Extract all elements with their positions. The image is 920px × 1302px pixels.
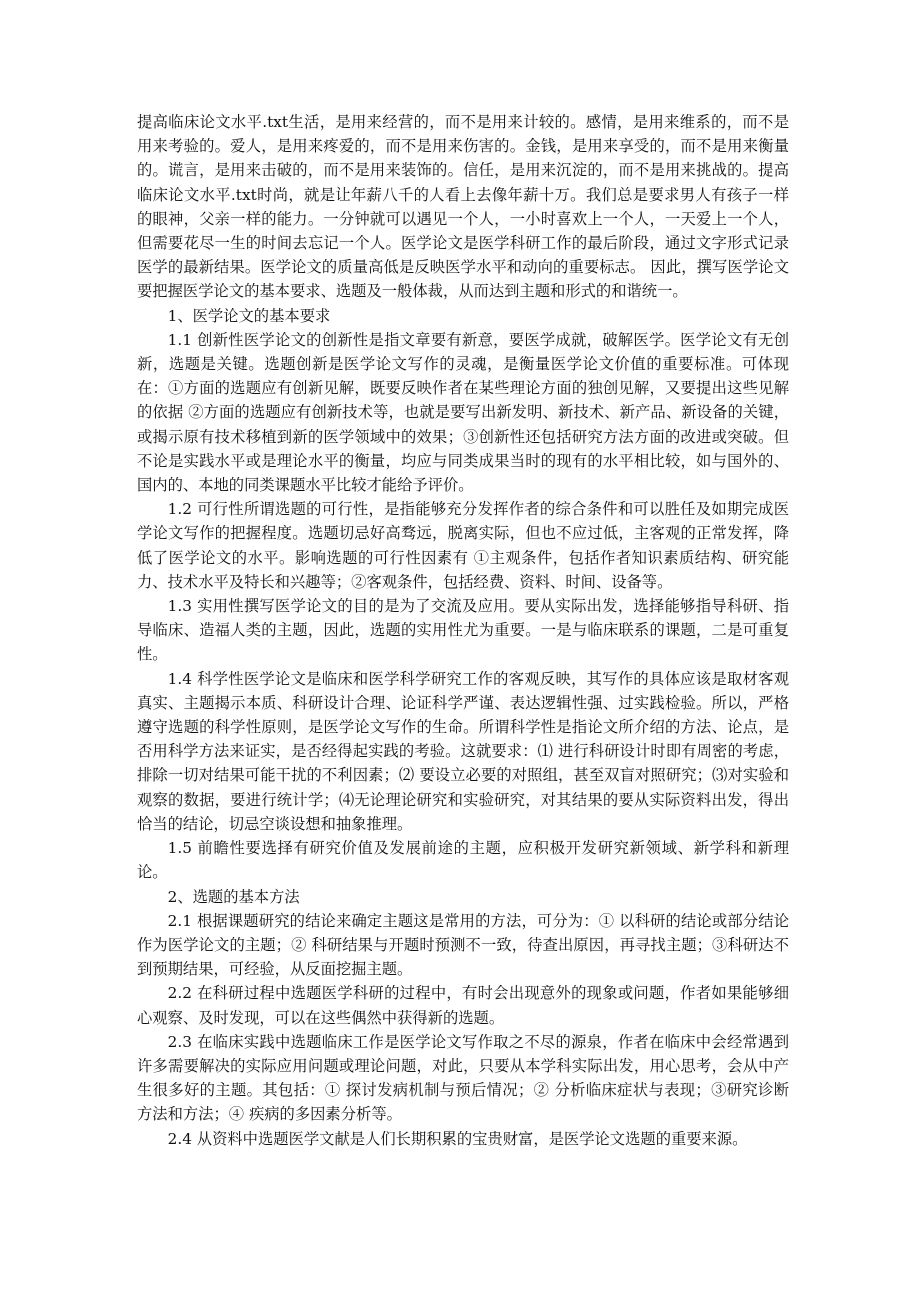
document-body <box>137 110 789 1151</box>
paragraph-2-3: 2.3 在临床实践中选题临床工作是医学论文写作取之不尽的源泉，作者在临床中会经常遇到许多需要解决的实际应用问题或理论问题，对此，只要从本学科实际出发，用心思考，会从中产生很多好的主题。其包括：① 探讨发病机制与预后情况；② 分析临床症状与表现；③研究诊断方法和方法；④ 疾病的多因素分析等。 <box>137 1032 789 1124</box>
section-heading-2: 2、选题的基本方法 <box>167 887 300 906</box>
paragraph-2-1: 2.1 根据课题研究的结论来确定主题这是常用的方法，可分为：① 以科研的结论或部分结论作为医学论文的主题；② 科研结果与开题时预测不一致，待查出原因，再寻找主题；③科研达不到预期结果，可经验，从反面挖掘主题。 <box>137 911 789 979</box>
section-heading-1: 1、医学论文的基本要求 <box>167 306 331 325</box>
paragraph-2-4: 2.4 从资料中选题医学文献是人们长期积累的宝贵财富，是医学论文选题的重要来源。 <box>167 1129 748 1148</box>
paragraph-1-2-feasibility: 1.2 可行性所谓选题的可行性，是指能够充分发挥作者的综合条件和可以胜任及如期完成医学论文写作的把握程度。选题切忌好高骛远，脱离实际，但也不应过低，主客观的正常发挥，降低了医学论文的水平。影响选题的可行性因素有 ①主观条件，包括作者知识素质结构、研究能力、技术水平及特长和兴趣等；②客观条件，包括经费、资料、时间、设备等。 <box>137 500 789 591</box>
paragraph-1-3-practicality: 1.3 实用性撰写医学论文的目的是为了交流及应用。要从实际出发，选择能够指导科研、指导临床、造福人类的主题，因此，选题的实用性尤为重要。一是与临床联系的课题，二是可重复性。 <box>137 597 789 664</box>
paragraph-1-4-scientific: 1.4 科学性医学论文是临床和医学科学研究工作的客观反映，其写作的具体应该是取材客观真实、主题揭示本质、科研设计合理、论证科学严谨、表达逻辑性强、过实践检验。所以，严格遵守选题的科学性原则，是医学论文写作的生命。所谓科学性是指论文所介绍的方法、论点，是否用科学方法来证实，是否经得起实践的考验。这就要求：⑴ 进行科研设计时即有周密的考虑，排除一切对结果可能干扰的不利因素；⑵ 要设立必要的对照组，甚至双盲对照研究；⑶对实验和观察的数据，要进行统计学；⑷无论理论研究和实验研究，对其结果的要从实际资料出发，得出恰当的结论，切忌空谈设想和抽象推理。 <box>137 669 789 833</box>
paragraph-1-1-innovation: 1.1 创新性医学论文的创新性是指文章要有新意，要医学成就，破解医学。医学论文有无创新，选题是关键。选题创新是医学论文写作的灵魂，是衡量医学论文价值的重要标准。可体现在：①方面的选题应有创新见解，既要反映作者在某些理论方面的独创见解，又要提出这些见解的依据 ②方面的选题应有创新技术等，也就是要写出新发明、新技术、新产品、新设备的关键，或揭示原有技术移植到新的医学领域中的效果；③创新性还包括研究方法方面的改进或突破。但不论是实践水平或是理论水平的衡量，均应与同类成果当时的现有的水平相比较，如与国外的、国内的、本地的同类课题水平比较才能给予评价。 <box>137 330 789 495</box>
paragraph-1-5-forward-looking: 1.5 前瞻性要选择有研究价值及发展前途的主题，应积极开发研究新领域、新学科和新理论。 <box>137 839 789 882</box>
paragraph-2-2: 2.2 在科研过程中选题医学科研的过程中，有时会出现意外的现象或问题，作者如果能够细心观察、及时发现，可以在这些偶然中获得新的选题。 <box>137 984 789 1027</box>
intro-paragraph: 提高临床论文水平.txt生活，是用来经营的，而不是用来计较的。感情，是用来维系的，而不是用来考验的。爱人，是用来疼爱的，而不是用来伤害的。金钱，是用来享受的，而不是用来衡量的。谎言，是用来击破的，而不是用来装饰的。信任，是用来沉淀的，而不是用来挑战的。提高临床论文水平.txt时尚，就是让年薪八千的人看上去像年薪十万。我们总是要求男人有孩子一样的眼神，父亲一样的能力。一分钟就可以遇见一个人，一小时喜欢上一个人，一天爱上一个人，但需要花尽一生的时间去忘记一个人。医学论文是医学科研工作的最后阶段，通过文字形式记录医学的最新结果。医学论文的质量高低是反映医学水平和动向的重要标志。 因此，撰写医学论文要把握医学论文的基本要求、选题及一般体裁，从而达到主题和形式的和谐统一。 <box>137 113 789 301</box>
